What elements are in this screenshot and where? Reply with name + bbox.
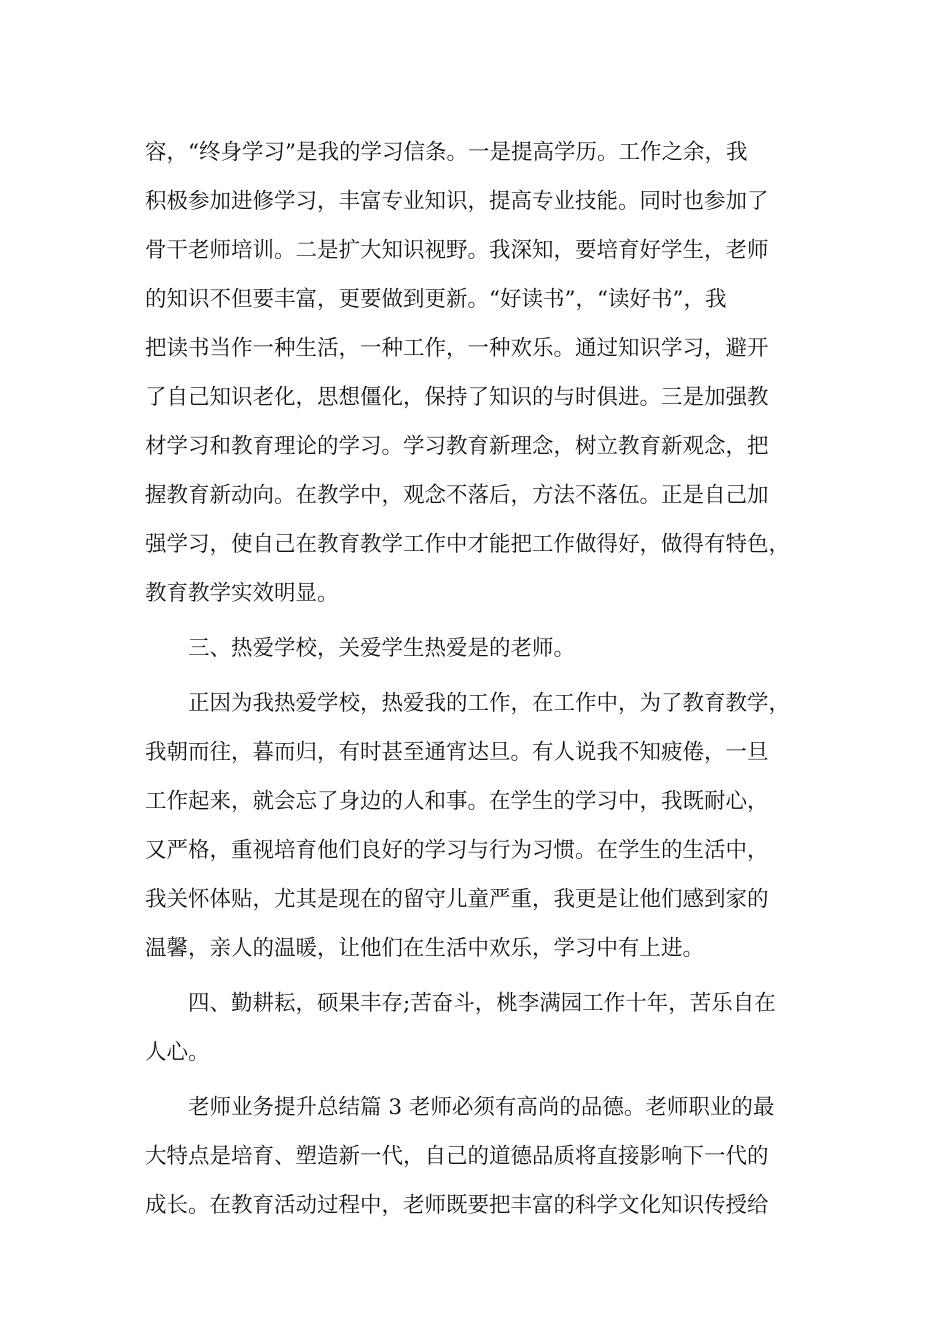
text-line: 又严格，重视培育他们良好的学习与行为习惯。在学生的生活中， — [145, 838, 769, 863]
text-line: 容，“终身学习”是我的学习信条。一是提高学历。工作之余，我 — [145, 140, 748, 165]
text-line: 我关怀体贴，尤其是现在的留守儿童严重，我更是让他们感到家的 — [145, 887, 769, 912]
heading-line: 四、勤耕耘，硕果丰存;苦奋斗，桃李满园工作十年，苦乐自在 — [145, 991, 776, 1016]
text-line: 积极参加进修学习，丰富专业知识，提高专业技能。同时也参加了 — [145, 189, 769, 214]
text-line: 骨干老师培训。二是扩大知识视野。我深知，要培育好学生，老师 — [145, 238, 769, 263]
text-line: 了自己知识老化，思想僵化，保持了知识的与时俱进。三是加强教 — [145, 385, 769, 410]
text-line: 握教育新动向。在教学中，观念不落后，方法不落伍。正是自己加 — [145, 483, 769, 508]
text-line: 材学习和教育理论的学习。学习教育新理念，树立教育新观念，把 — [145, 434, 769, 459]
text-line: 成长。在教育活动过程中，老师既要把丰富的科学文化知识传授给 — [145, 1193, 769, 1218]
text-line: 的知识不但要丰富，更要做到更新。“好读书”，“读好书”，我 — [145, 287, 727, 312]
text-line: 老师业务提升总结篇 3 老师必须有高尚的品德。老师职业的最 — [145, 1095, 775, 1120]
text-line: 温馨，亲人的温暖，让他们在生活中欢乐，学习中有上进。 — [145, 936, 705, 961]
text-line: 把读书当作一种生活，一种工作，一种欢乐。通过知识学习，避开 — [145, 336, 769, 361]
section-heading — [145, 979, 835, 1077]
paragraph — [145, 128, 835, 618]
text-line: 工作起来，就会忘了身边的人和事。在学生的学习中，我既耐心， — [145, 789, 769, 814]
paragraph — [145, 679, 835, 973]
paragraph — [145, 1083, 835, 1230]
text-line: 正因为我热爱学校，热爱我的工作，在工作中，为了教育教学， — [145, 691, 791, 716]
text-line: 我朝而往，暮而归，有时甚至通宵达旦。有人说我不知疲倦，一旦 — [145, 740, 769, 765]
text-line: 大特点是培育、塑造新一代，自己的道德品质将直接影响下一代的 — [145, 1144, 769, 1169]
text-line: 教育教学实效明显。 — [145, 581, 339, 606]
heading-line: 三、热爱学校，关爱学生热爱是的老师。 — [145, 636, 576, 661]
section-heading — [145, 624, 835, 673]
heading-line: 人心。 — [145, 1040, 210, 1065]
document-body — [145, 128, 835, 1230]
text-line: 强学习，使自己在教育教学工作中才能把工作做得好，做得有特色， — [145, 532, 791, 557]
